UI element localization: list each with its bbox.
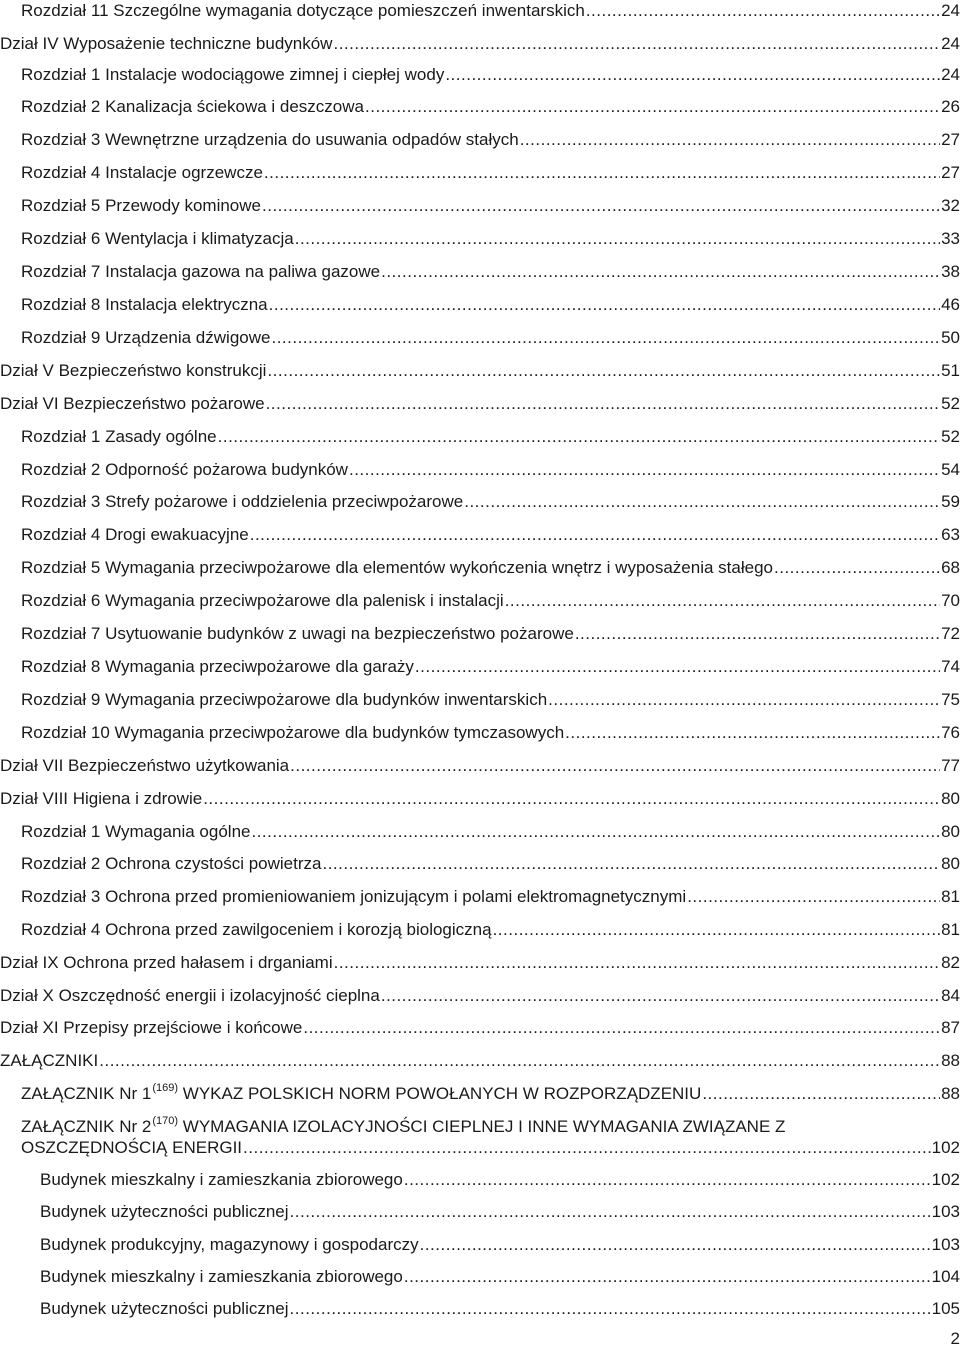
toc-entry-page: 103 <box>931 1235 960 1254</box>
toc-entry[interactable] <box>0 228 960 250</box>
footnote-ref: (169) <box>152 1082 179 1094</box>
dot-leader <box>520 129 940 151</box>
toc-entry-page: 24 <box>941 65 960 84</box>
toc-entry[interactable] <box>0 0 960 22</box>
toc-entry[interactable] <box>0 64 960 86</box>
dot-leader <box>505 590 940 612</box>
toc-entry[interactable] <box>0 195 960 217</box>
dot-leader <box>322 853 940 875</box>
dot-leader <box>250 524 940 546</box>
dot-leader <box>687 886 940 908</box>
toc-entry[interactable] <box>0 853 960 875</box>
toc-entry[interactable] <box>0 33 960 55</box>
toc-entry-title: Rozdział 10 Wymagania przeciwpożarowe dla budynków tymczasowych <box>21 723 565 742</box>
toc-entry[interactable] <box>0 294 960 316</box>
toc-entry-title: Dział IV Wyposażenie techniczne budynków <box>0 34 333 53</box>
dot-leader <box>493 919 941 941</box>
toc-entry-page: 52 <box>941 427 960 446</box>
dot-leader <box>269 294 940 316</box>
toc-entry-title: Rozdział 3 Strefy pożarowe i oddzielenia przeciwpożarowe <box>21 492 464 511</box>
dot-leader <box>420 1234 931 1256</box>
dot-leader <box>290 1201 931 1223</box>
toc-entry-title: Rozdział 6 Wymagania przeciwpożarowe dla palenisk i instalacji <box>21 591 504 610</box>
dot-leader <box>575 623 940 645</box>
dot-leader <box>774 557 940 579</box>
toc-entry-page: 51 <box>941 361 960 380</box>
toc-entry-page: 24 <box>941 34 960 53</box>
footnote-ref: (170) <box>152 1115 179 1127</box>
dot-leader <box>381 985 940 1007</box>
toc-entry-page: 105 <box>931 1299 960 1318</box>
toc-entry-title: Dział V Bezpieczeństwo konstrukcji <box>0 361 267 380</box>
toc-entry[interactable] <box>0 755 960 777</box>
toc-entry-page: 82 <box>941 953 960 972</box>
toc-entry-title: ZAŁĄCZNIKI <box>0 1051 99 1070</box>
toc-entry-page: 80 <box>941 854 960 873</box>
toc-entry[interactable] <box>0 1083 960 1107</box>
toc-entry-page: 74 <box>941 657 960 676</box>
toc-entry[interactable] <box>0 393 960 415</box>
toc-entry-page: 54 <box>941 460 960 479</box>
toc-entry[interactable] <box>0 689 960 711</box>
toc-entry-title: Rozdział 4 Drogi ewakuacyjne <box>21 525 249 544</box>
annex-title: WYMAGANIA IZOLACYJNOŚCI CIEPLNEJ I INNE WYMAGANIA ZWIĄZANE Z <box>178 1117 786 1136</box>
toc-entry[interactable] <box>0 1050 960 1072</box>
dot-leader <box>290 755 940 777</box>
toc-entry-page: 80 <box>941 789 960 808</box>
toc-entry[interactable] <box>0 1169 960 1191</box>
toc-entry-page: 103 <box>931 1202 960 1221</box>
toc-entry[interactable] <box>0 722 960 744</box>
toc-entry[interactable] <box>0 788 960 810</box>
toc-entry-title: Rozdział 5 Wymagania przeciwpożarowe dla elementów wykończenia wnętrz i wyposażenia stałego <box>21 558 773 577</box>
toc-entry[interactable] <box>0 360 960 382</box>
toc-entry-page: 76 <box>941 723 960 742</box>
toc-entry-title: Rozdział 3 Ochrona przed promieniowaniem jonizującym i polami elektromagnetycznymi <box>21 887 687 906</box>
toc-entry[interactable] <box>0 1116 960 1159</box>
toc-entry-title-continued: OSZCZĘDNOŚCIĄ ENERGII <box>21 1138 243 1157</box>
toc-entry-title: Budynek użyteczności publicznej <box>40 1202 289 1221</box>
dot-leader <box>271 327 940 349</box>
toc-entry-title: Rozdział 5 Przewody kominowe <box>21 196 261 215</box>
toc-entry-title: Budynek mieszkalny i zamieszkania zbiorowego <box>40 1267 403 1286</box>
page-number: 2 <box>950 1329 960 1348</box>
toc-entry-title: Rozdział 1 Instalacje wodociągowe zimnej i ciepłej wody <box>21 65 445 84</box>
dot-leader <box>464 491 940 513</box>
toc-entry[interactable] <box>0 162 960 184</box>
toc-entry-title: Dział VII Bezpieczeństwo użytkowania <box>0 756 290 775</box>
toc-entry-page: 72 <box>941 624 960 643</box>
toc-entry-page: 81 <box>941 887 960 906</box>
toc-entry-title: Rozdział 9 Urządzenia dźwigowe <box>21 328 271 347</box>
toc-entry-page: 70 <box>941 591 960 610</box>
toc-entry-title: Budynek mieszkalny i zamieszkania zbiorowego <box>40 1170 403 1189</box>
dot-leader <box>99 1050 940 1072</box>
toc-entry[interactable] <box>0 557 960 579</box>
annex-label: ZAŁĄCZNIK Nr 1 <box>21 1084 152 1103</box>
toc-entry-title: Rozdział 4 Instalacje ogrzewcze <box>21 163 263 182</box>
toc-entry[interactable] <box>0 821 960 843</box>
toc-entry[interactable] <box>0 491 960 513</box>
toc-entry-page: 102 <box>931 1170 960 1189</box>
dot-leader <box>404 1266 931 1288</box>
toc-entry-title: Rozdział 8 Instalacja elektryczna <box>21 295 268 314</box>
toc-entry[interactable] <box>0 886 960 908</box>
dot-leader <box>218 426 940 448</box>
dot-leader <box>702 1083 940 1105</box>
toc-entry-title: Dział IX Ochrona przed hałasem i drganiami <box>0 953 333 972</box>
toc-entry[interactable] <box>0 1298 960 1320</box>
toc-entry-title: Dział VIII Higiena i zdrowie <box>0 789 203 808</box>
toc-entry[interactable] <box>0 1017 960 1039</box>
toc-entry-page: 104 <box>931 1267 960 1286</box>
toc-entry[interactable] <box>0 327 960 349</box>
dot-leader <box>548 689 940 711</box>
dot-leader <box>303 1017 940 1039</box>
dot-leader <box>290 1298 931 1320</box>
toc-entry[interactable] <box>0 129 960 151</box>
toc-entry-page: 87 <box>941 1018 960 1037</box>
toc-entry-title: Rozdział 1 Wymagania ogólne <box>21 822 251 841</box>
toc-entry[interactable] <box>0 1234 960 1256</box>
toc-entry[interactable] <box>0 919 960 941</box>
toc-entry-page: 38 <box>941 262 960 281</box>
dot-leader <box>445 64 940 86</box>
dot-leader <box>264 162 940 184</box>
toc-entry[interactable] <box>0 952 960 974</box>
toc-entry-title: Rozdział 4 Ochrona przed zawilgoceniem i korozją biologiczną <box>21 920 492 939</box>
toc-entry[interactable] <box>0 96 960 118</box>
toc-entry-page: 32 <box>941 196 960 215</box>
toc-entry-title: Rozdział 8 Wymagania przeciwpożarowe dla garaży <box>21 657 414 676</box>
toc-entry-title: Dział VI Bezpieczeństwo pożarowe <box>0 394 265 413</box>
toc-entry[interactable] <box>0 524 960 546</box>
toc-entry-title: Rozdział 2 Kanalizacja ściekowa i deszczowa <box>21 97 364 116</box>
toc-entry-title: Rozdział 2 Odporność pożarowa budynków <box>21 460 348 479</box>
dot-leader <box>365 96 940 118</box>
toc-entry[interactable] <box>0 1201 960 1223</box>
toc-entry-page: 33 <box>941 229 960 248</box>
toc-entry[interactable] <box>0 426 960 448</box>
dot-leader <box>349 459 940 481</box>
toc-entry[interactable] <box>0 590 960 612</box>
toc-entry-page: 102 <box>931 1138 960 1157</box>
toc-entry-title: Dział XI Przepisy przejściowe i końcowe <box>0 1018 303 1037</box>
dot-leader <box>565 722 940 744</box>
toc-entry-page: 68 <box>941 558 960 577</box>
dot-leader <box>415 656 940 678</box>
toc-entry-page: 81 <box>941 920 960 939</box>
toc-entry[interactable] <box>0 261 960 283</box>
dot-leader <box>243 1137 931 1159</box>
toc-entry-title: Rozdział 7 Instalacja gazowa na paliwa gazowe <box>21 262 381 281</box>
toc-entry-page: 24 <box>941 1 960 20</box>
toc-entry-page: 80 <box>941 822 960 841</box>
toc-entry-title: Rozdział 7 Usytuowanie budynków z uwagi na bezpieczeństwo pożarowe <box>21 624 574 643</box>
toc-entry-title: Rozdział 11 Szczególne wymagania dotyczące pomieszczeń inwentarskich <box>21 1 585 20</box>
toc-entry[interactable] <box>0 459 960 481</box>
toc-entry[interactable] <box>0 1266 960 1288</box>
toc-entry-page: 77 <box>941 756 960 775</box>
toc-entry-title: Dział X Oszczędność energii i izolacyjność cieplna <box>0 986 380 1005</box>
annex-label: ZAŁĄCZNIK Nr 2 <box>21 1117 152 1136</box>
dot-leader <box>295 228 940 250</box>
toc-entry[interactable] <box>0 985 960 1007</box>
toc-entry-page: 59 <box>941 492 960 511</box>
toc-entry-page: 27 <box>941 163 960 182</box>
toc-entry-title: Budynek produkcyjny, magazynowy i gospodarczy <box>40 1235 419 1254</box>
dot-leader <box>267 360 940 382</box>
toc-entry-title: Rozdział 3 Wewnętrzne urządzenia do usuwania odpadów stałych <box>21 130 519 149</box>
toc-entry-title: Rozdział 9 Wymagania przeciwpożarowe dla budynków inwentarskich <box>21 690 548 709</box>
toc-entry[interactable] <box>0 656 960 678</box>
toc-entry-page: 52 <box>941 394 960 413</box>
toc-entry-title: Rozdział 6 Wentylacja i klimatyzacja <box>21 229 294 248</box>
dot-leader <box>203 788 940 810</box>
toc-entry-page: 27 <box>941 130 960 149</box>
toc-entry-title: Rozdział 2 Ochrona czystości powietrza <box>21 854 322 873</box>
dot-leader <box>251 821 940 843</box>
toc-entry-page: 88 <box>941 1051 960 1070</box>
dot-leader <box>334 952 940 974</box>
dot-leader <box>262 195 940 217</box>
toc-entry-page: 63 <box>941 525 960 544</box>
dot-leader <box>586 0 940 22</box>
dot-leader <box>266 393 941 415</box>
toc-entry-title: Rozdział 1 Zasady ogólne <box>21 427 217 446</box>
toc-entry-page: 46 <box>941 295 960 314</box>
toc-entry-page: 75 <box>941 690 960 709</box>
dot-leader <box>404 1169 931 1191</box>
toc-entry-page: 88 <box>941 1084 960 1103</box>
annex-title: WYKAZ POLSKICH NORM POWOŁANYCH W ROZPORZĄDZENIU <box>178 1084 702 1103</box>
toc-entry-page: 84 <box>941 986 960 1005</box>
dot-leader <box>333 33 940 55</box>
toc-entry-title: Budynek użyteczności publicznej <box>40 1299 289 1318</box>
toc-entry[interactable] <box>0 623 960 645</box>
toc-entry-page: 50 <box>941 328 960 347</box>
toc-entry-page: 26 <box>941 97 960 116</box>
toc-entry-title <box>21 1083 701 1107</box>
dot-leader <box>381 261 940 283</box>
